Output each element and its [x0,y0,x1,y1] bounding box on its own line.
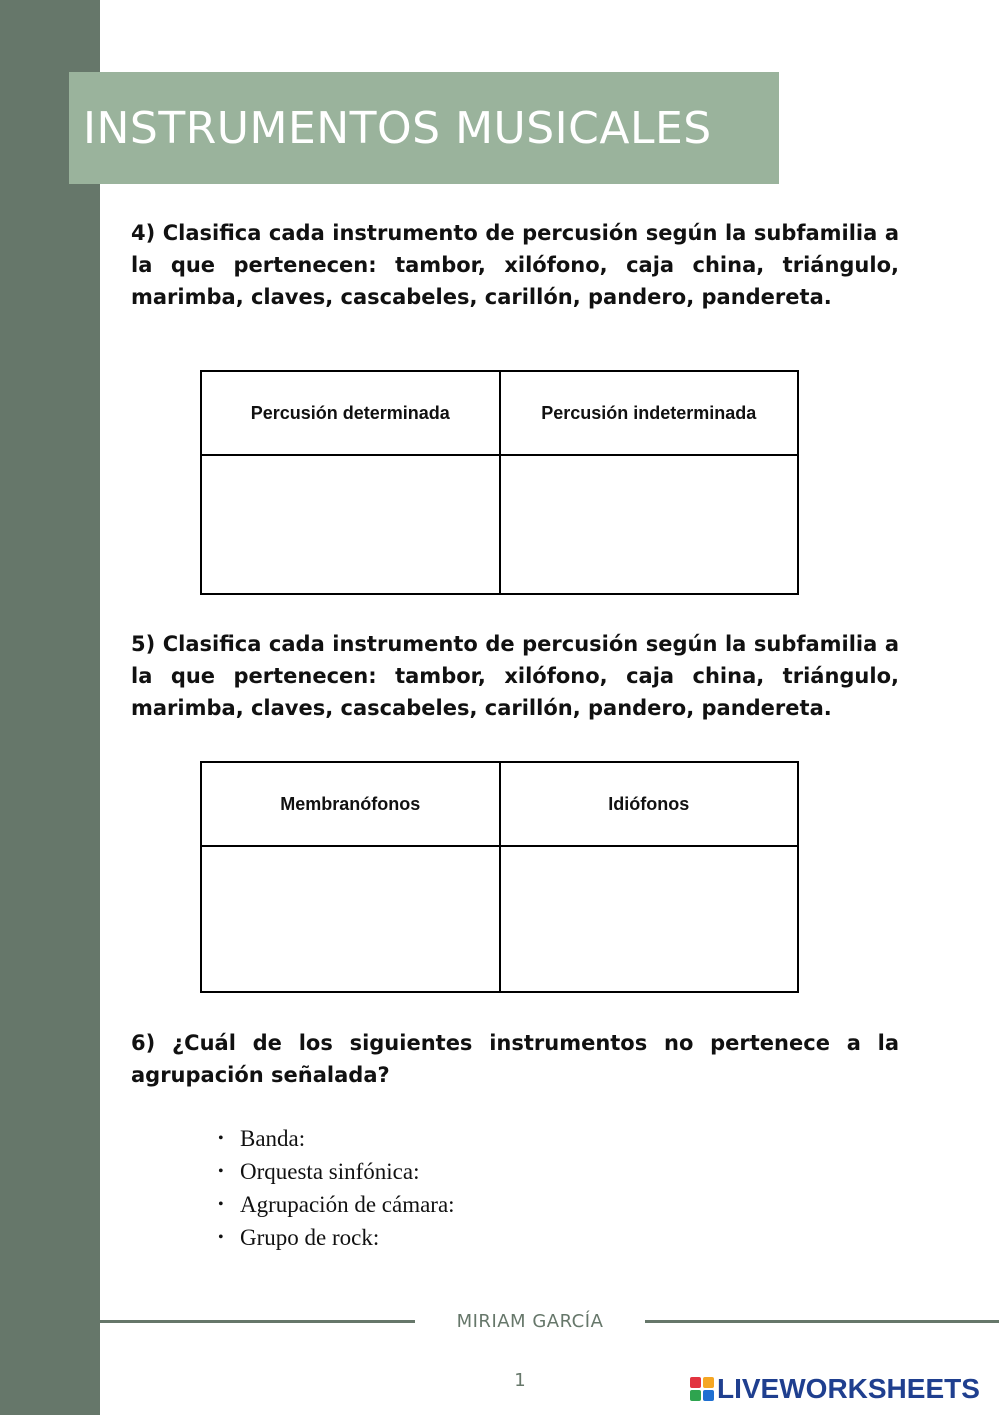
list-item-orquesta[interactable] [218,1155,455,1188]
title-banner [69,72,779,184]
footer-divider-right [645,1320,999,1323]
liveworksheets-brand[interactable] [690,1373,980,1405]
question-5-text: 5) Clasifica cada instrumento de percusión según la subfamilia a la que pertenecen: tambor, xilófono, caja china, triángulo, marimba, claves, cascabeles, carillón, pandero, pandereta. [131,632,899,720]
bullet-icon: • [218,1130,224,1147]
table-header-percusion-determinada: Percusión determinada [201,371,500,455]
list-item-label: Agrupación de cámara: [240,1192,455,1217]
table-header-idiofonos: Idiófonos [500,762,799,846]
bullet-icon: • [218,1229,224,1246]
question-4-table [200,370,799,595]
question-4-text: 4) Clasifica cada instrumento de percusión según la subfamilia a la que pertenecen: tambor, xilófono, caja china, triángulo, marimba, claves, cascabeles, carillón, pandero, pandereta. [131,221,899,309]
question-5-table [200,761,799,993]
author-name: MIRIAM GARCÍA [456,1311,604,1332]
answer-cell-percusion-indeterminada[interactable] [500,455,799,594]
bullet-icon: • [218,1163,224,1180]
list-item-label: Orquesta sinfónica: [240,1159,420,1184]
list-item-rock[interactable] [218,1221,455,1254]
list-item-camara[interactable] [218,1188,455,1221]
liveworksheets-logo-icon [690,1377,714,1401]
list-item-banda[interactable] [218,1122,455,1155]
ensemble-list [218,1122,455,1254]
answer-cell-idiofonos[interactable] [500,846,799,992]
answer-cell-membranofonos[interactable] [201,846,500,992]
bullet-icon: • [218,1196,224,1213]
table-header-percusion-indeterminada: Percusión indeterminada [500,371,799,455]
list-item-label: Grupo de rock: [240,1225,380,1250]
answer-cell-percusion-determinada[interactable] [201,455,500,594]
list-item-label: Banda: [240,1126,306,1151]
table-header-membranofonos: Membranófonos [201,762,500,846]
question-6-text: 6) ¿Cuál de los siguientes instrumentos no pertenece a la agrupación señalada? [131,1031,899,1087]
footer-divider-left [100,1320,415,1323]
page-number: 1 [514,1370,526,1391]
brand-text: LIVEWORKSHEETS [717,1373,980,1404]
page-title: INSTRUMENTOS MUSICALES [83,102,712,154]
left-sidebar-band [0,0,100,1415]
